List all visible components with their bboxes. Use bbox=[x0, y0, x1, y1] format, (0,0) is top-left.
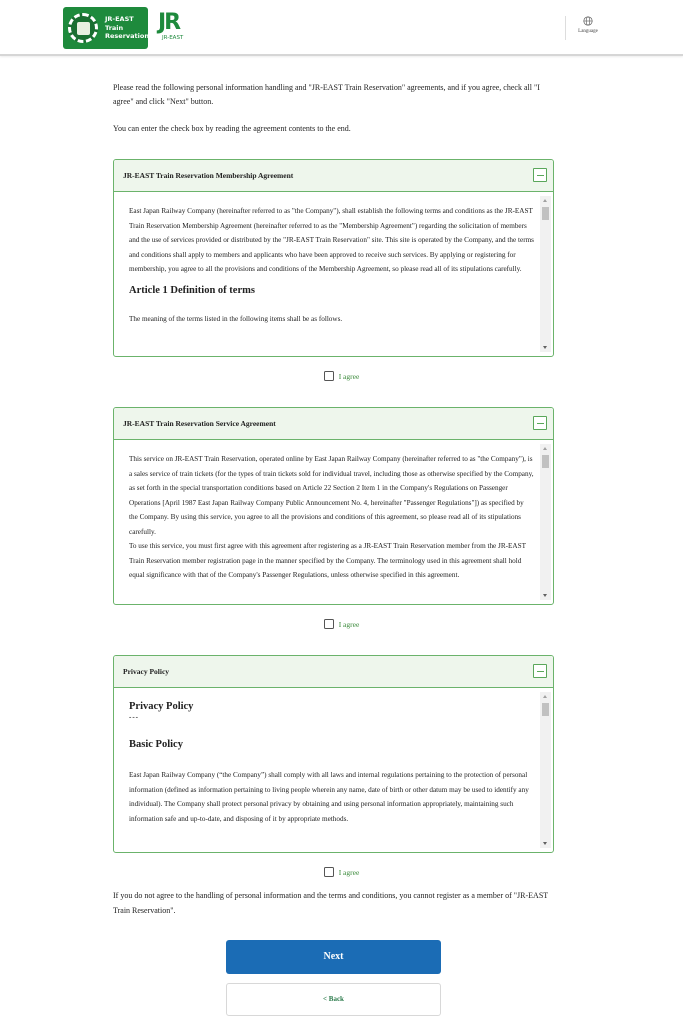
membership-agree-checkbox[interactable] bbox=[324, 371, 360, 381]
collapse-icon[interactable] bbox=[533, 416, 547, 430]
agreement-scroll-area[interactable] bbox=[114, 192, 553, 356]
scroll-down-arrow-icon[interactable] bbox=[543, 594, 547, 597]
scrollbar[interactable] bbox=[540, 196, 551, 352]
agree-label[interactable]: I agree bbox=[338, 619, 360, 629]
service-agree-checkbox[interactable] bbox=[324, 619, 360, 629]
logo-text-line: JR-EAST bbox=[105, 15, 134, 23]
agree-label[interactable]: I agree bbox=[338, 867, 360, 877]
agreement-title: JR-EAST Train Reservation Membership Agreement bbox=[123, 171, 294, 180]
agreement-header bbox=[114, 656, 553, 688]
intro-instructions bbox=[113, 81, 558, 136]
logo-text-line: Train bbox=[105, 23, 124, 32]
intro-line-1: Please read the following personal information handling and "JR-EAST Train Reservation" agreements, and if you agree, check all "I agree" and click "Next" button. bbox=[113, 83, 540, 106]
service-agree-row bbox=[0, 619, 683, 633]
intro-line-2: You can enter the check box by reading the agreement contents to the end. bbox=[113, 124, 351, 133]
logo-text-line: Reservation bbox=[105, 32, 149, 40]
agreement-content bbox=[129, 452, 534, 583]
agreement-title: Privacy Policy bbox=[123, 667, 170, 676]
agreement-paragraph: To use this service, you must first agree with this agreement after registering as a JR-EAST Train Reservation member from the JR-EAST Train Reservation member registration page in the manner specified by the Company. The terminology used in this agreement shall hold equal significance with that of the Company's Passenger Regulations, unless otherwise specified in this agreement. bbox=[129, 542, 526, 579]
basic-policy-heading: Basic Policy bbox=[129, 739, 183, 750]
agreement-title: JR-EAST Train Reservation Service Agreement bbox=[123, 419, 276, 428]
jr-logo-mark: JR bbox=[158, 10, 180, 35]
jr-logo-subtext: JR-EAST bbox=[162, 35, 184, 41]
agreement-header bbox=[114, 160, 553, 192]
language-label: Language bbox=[578, 29, 598, 34]
agreement-scroll-area[interactable] bbox=[114, 440, 553, 604]
agreement-paragraph: East Japan Railway Company (“the Company”) shall comply with all laws and internal regulations pertaining to the protection of personal information (defined as information pertaining to living people wherein any name, date of birth or other datum may be used to identify any individual). The Company shall protect personal privacy by obtaining and using personal information appropriately, maintaining such information safe and up-to-date, and disposing of it by appropriate methods. bbox=[129, 771, 529, 823]
next-button[interactable]: Next bbox=[226, 940, 441, 974]
jr-east-train-reservation-logo[interactable] bbox=[63, 7, 148, 49]
logo-text bbox=[105, 15, 149, 41]
checkbox-icon[interactable] bbox=[324, 371, 334, 381]
membership-agreement-panel bbox=[113, 159, 554, 357]
language-button[interactable] bbox=[572, 16, 604, 42]
collapse-icon[interactable] bbox=[533, 168, 547, 182]
train-emblem-icon bbox=[68, 13, 98, 43]
service-agreement-panel bbox=[113, 407, 554, 605]
header-divider bbox=[565, 16, 566, 40]
scrollbar[interactable] bbox=[540, 444, 551, 600]
privacy-agree-checkbox[interactable] bbox=[324, 867, 360, 877]
collapse-icon[interactable] bbox=[533, 664, 547, 678]
jr-east-logo bbox=[158, 12, 198, 44]
back-button[interactable]: < Back bbox=[226, 983, 441, 1016]
agreement-content bbox=[129, 700, 534, 826]
scroll-up-arrow-icon[interactable] bbox=[543, 695, 547, 698]
scroll-thumb[interactable] bbox=[542, 455, 549, 468]
agreement-scroll-area[interactable] bbox=[114, 688, 553, 852]
privacy-heading: Privacy Policy bbox=[129, 701, 194, 712]
agreement-paragraph: This service on JR-EAST Train Reservation, operated online by East Japan Railway Company (hereinafter referred to as "the Company"), is a sales service of train tickets (for the types of train tickets sold for individual travel, including those as otherwise specified by the Company, as set forth in the special transportation conditions based on Article 22 Section 2 Item 1 in the Company's Regulations on Passenger Operations [April 1987 East Japan Railway Company Public Announcement No. 4, hereinafter "Passenger Regulations"]) as specified by the Company. By using this service, you agree to all the provisions and conditions of this agreement, so please read all of its stipulations carefully. bbox=[129, 455, 534, 536]
heading-underline: --- bbox=[129, 713, 139, 721]
agreement-paragraph: East Japan Railway Company (hereinafter referred to as "the Company"), shall establish the following terms and conditions as the JR-EAST Train Reservation Membership Agreement (hereinafter referred to as the "Membership Agreement") regarding the solicitation of members and the use of services provided or distributed by the "JR-EAST Train Reservation" site. This site is operated by the Company, and the terms and conditions shall apply to members and applicants who have been approved to receive such services. By applying or registering for membership, you agree to all the provisions and conditions of the Membership Agreement, so please read all of its stipulations carefully. bbox=[129, 207, 534, 273]
agreement-heading: Article 1 Definition of terms bbox=[129, 284, 255, 296]
scroll-up-arrow-icon[interactable] bbox=[543, 199, 547, 202]
disagree-notice: If you do not agree to the handling of personal information and the terms and conditions, you cannot register as a member of "JR-EAST Train Reservation". bbox=[113, 891, 549, 915]
scroll-up-arrow-icon[interactable] bbox=[543, 447, 547, 450]
checkbox-icon[interactable] bbox=[324, 867, 334, 877]
scroll-down-arrow-icon[interactable] bbox=[543, 346, 547, 349]
agreement-content bbox=[129, 204, 534, 326]
scroll-down-arrow-icon[interactable] bbox=[543, 842, 547, 845]
membership-agree-row bbox=[0, 371, 683, 385]
scroll-thumb[interactable] bbox=[542, 703, 549, 716]
scrollbar[interactable] bbox=[540, 692, 551, 848]
scroll-thumb[interactable] bbox=[542, 207, 549, 220]
privacy-policy-panel bbox=[113, 655, 554, 853]
checkbox-icon[interactable] bbox=[324, 619, 334, 629]
site-header bbox=[0, 0, 683, 56]
globe-icon bbox=[583, 16, 593, 26]
agreement-header bbox=[114, 408, 553, 440]
agreement-paragraph: The meaning of the terms listed in the following items shall be as follows. bbox=[129, 314, 343, 323]
privacy-agree-row bbox=[0, 867, 683, 881]
agree-label[interactable]: I agree bbox=[338, 371, 360, 381]
